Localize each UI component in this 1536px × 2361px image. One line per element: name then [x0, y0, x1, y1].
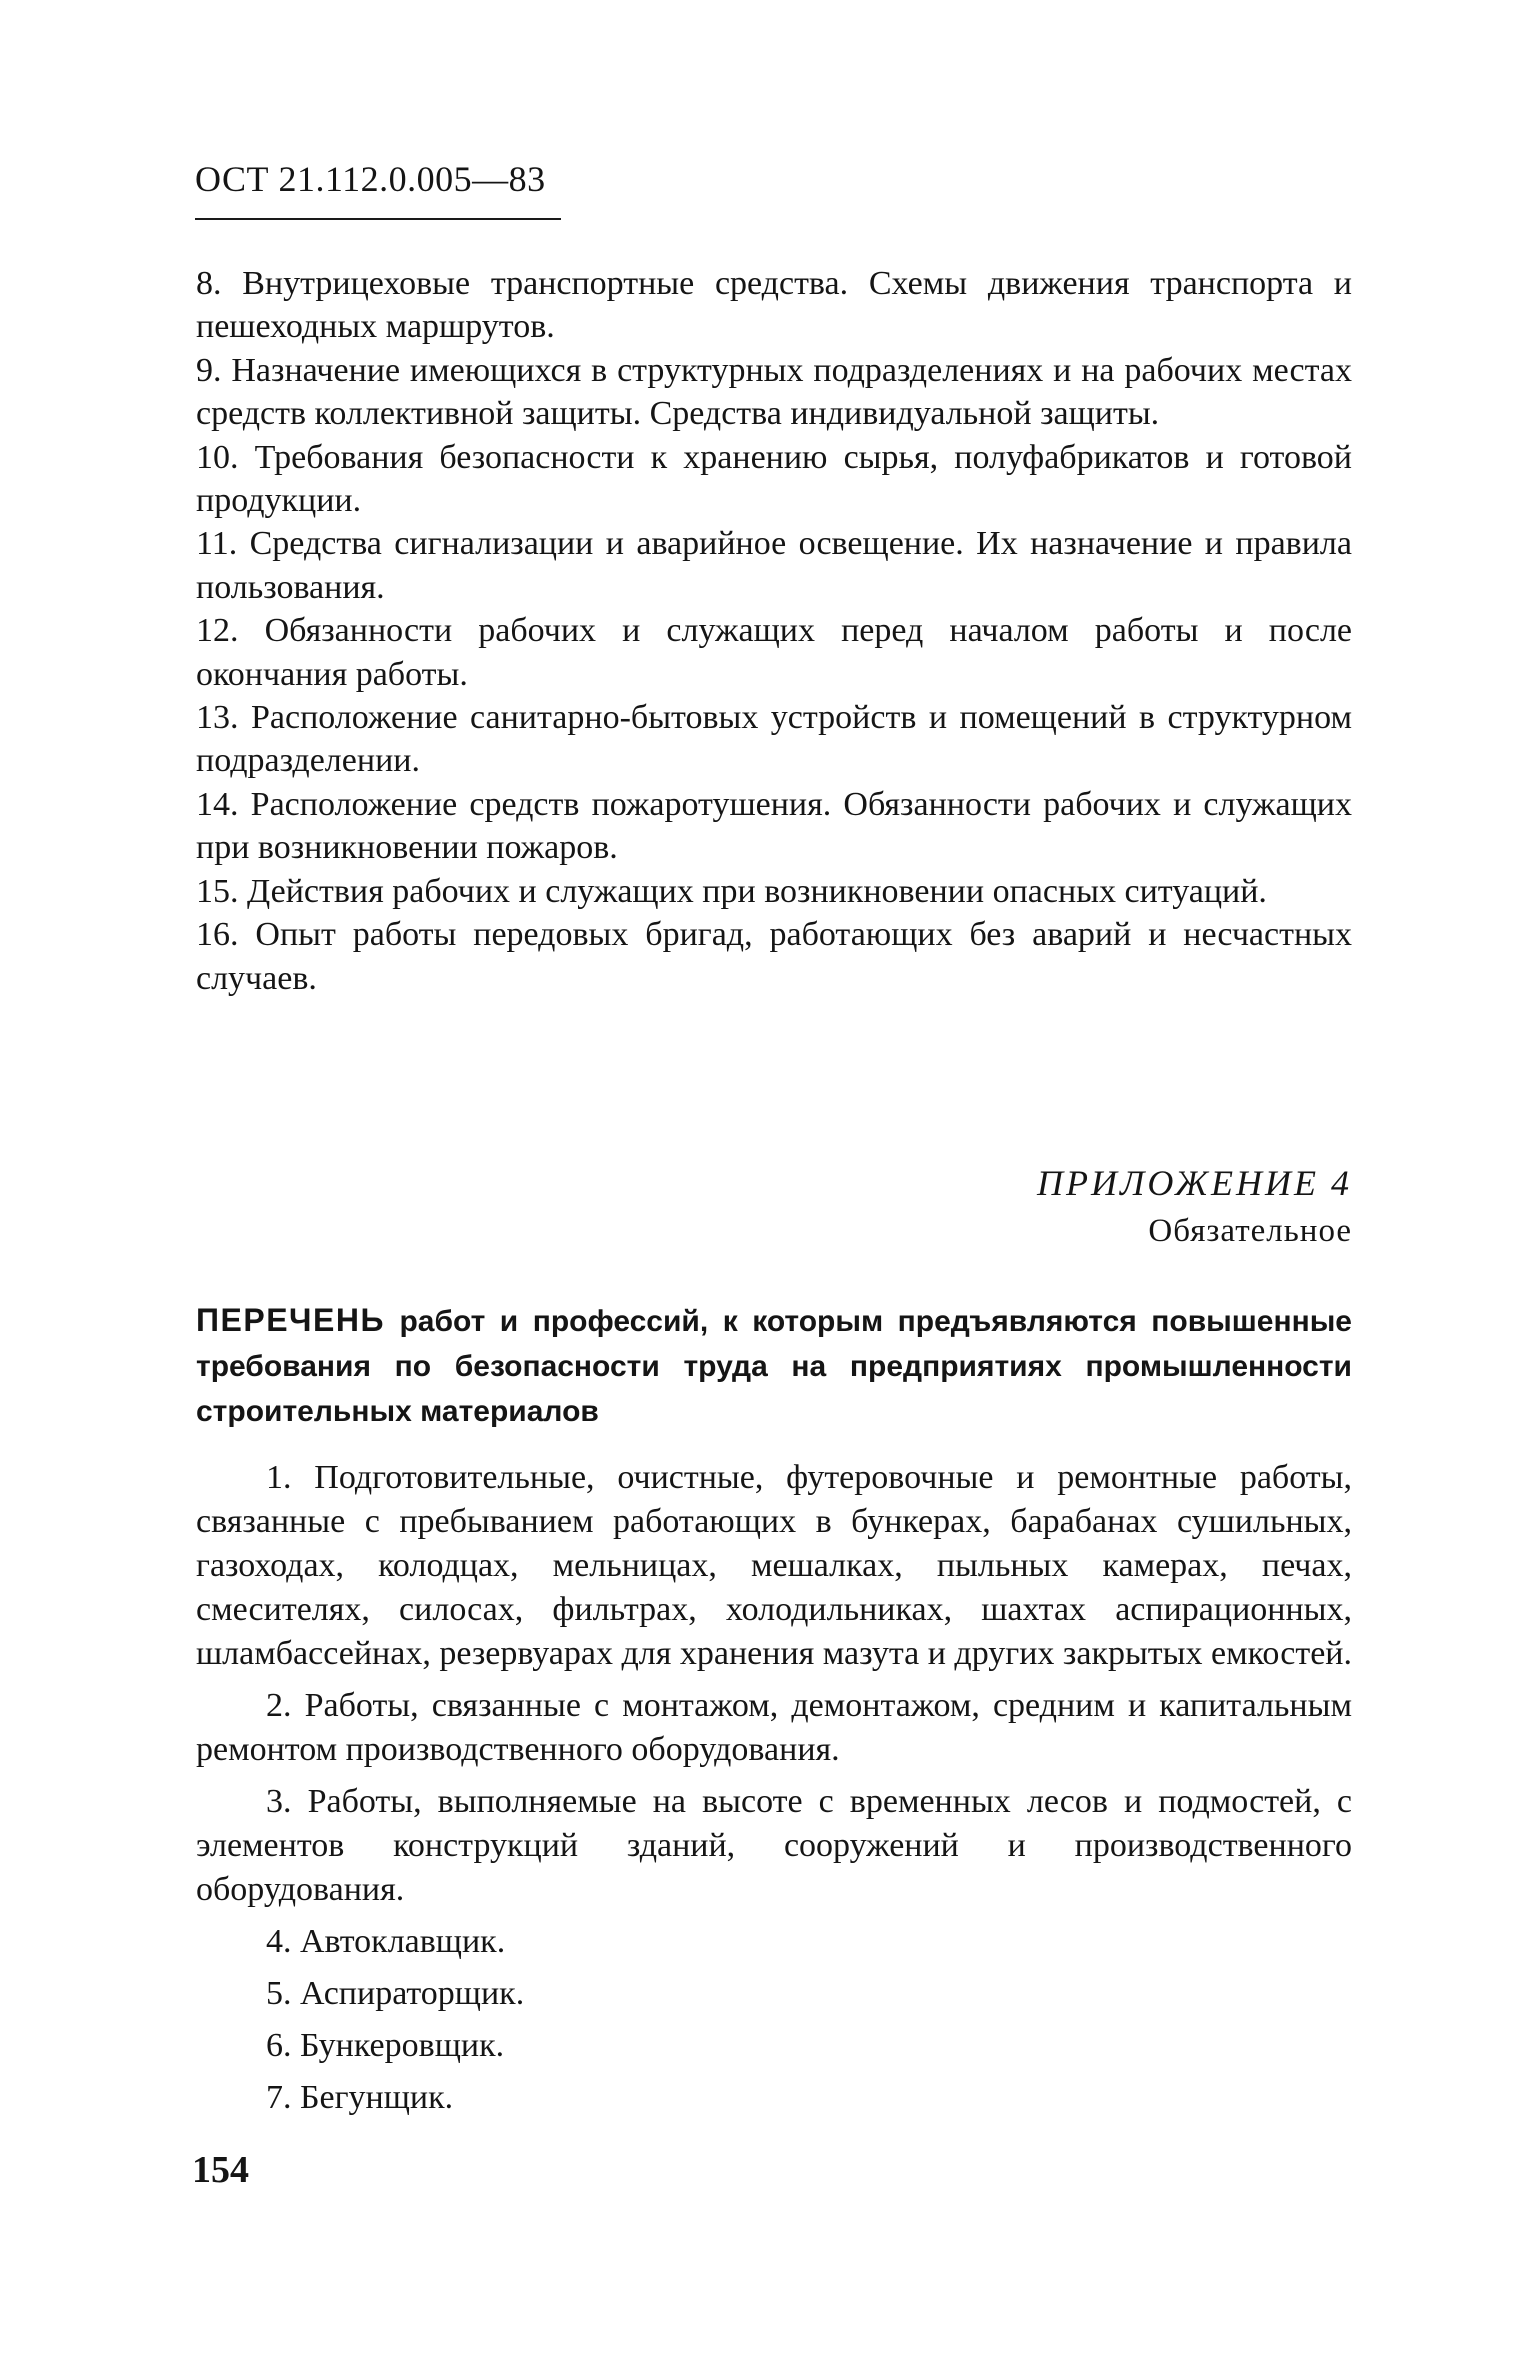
- list-item: 9. Назначение имеющихся в структурных подразделениях и на рабочих местах средств коллективной защиты. Средства индивидуальной защиты.: [196, 351, 1352, 433]
- professions-list: [196, 1456, 1352, 2120]
- list-item: 4. Автоклавщик.: [266, 1923, 506, 1960]
- appendix-label: ПРИЛОЖЕНИЕ 4: [1037, 1163, 1352, 1203]
- list-item: 12. Обязанности рабочих и служащих перед началом работы и после окончания работы.: [196, 612, 1352, 693]
- list-item: 3. Работы, выполняемые на высоте с временных лесов и подмостей, с элементов конструкций зданий, сооружений и производственного оборудования.: [196, 1783, 1352, 1908]
- requirements-list: [196, 262, 1352, 1000]
- list-title-lead: ПЕРЕЧЕНЬ: [196, 1302, 385, 1338]
- list-item: 6. Бункеровщик.: [266, 2027, 505, 2064]
- list-item: 8. Внутрицеховые транспортные средства. Схемы движения транспорта и пешеходных маршрутов.: [196, 265, 1352, 346]
- list-item: 5. Аспираторщик.: [266, 1975, 525, 2012]
- list-item: 16. Опыт работы передовых бригад, работающих без аварий и несчастных случаев.: [196, 916, 1352, 997]
- list-title-text: работ и профессий, к которым предъявляются повышенные требования по безопасности труда на предприятиях промышленности строительных материалов: [196, 1305, 1352, 1428]
- list-item: 11. Средства сигнализации и аварийное освещение. Их назначение и правила пользования.: [196, 525, 1352, 606]
- header-rule: [195, 218, 561, 220]
- list-item: 2. Работы, связанные с монтажом, демонтажом, средним и капитальным ремонтом производственного оборудования.: [196, 1687, 1352, 1768]
- list-item: 15. Действия рабочих и служащих при возникновении опасных ситуаций.: [196, 872, 1267, 910]
- list-item: 13. Расположение санитарно-бытовых устройств и помещений в структурном подразделении.: [196, 699, 1352, 780]
- list-title: [196, 1298, 1352, 1434]
- list-item: 14. Расположение средств пожаротушения. Обязанности рабочих и служащих при возникновении пожаров.: [196, 785, 1352, 867]
- page-number: 154: [192, 2149, 249, 2191]
- list-item: 10. Требования безопасности к хранению сырья, полуфабрикатов и готовой продукции.: [196, 438, 1352, 520]
- document-code: ОСТ 21.112.0.005—83: [195, 159, 546, 199]
- appendix-status: Обязательное: [1148, 1213, 1352, 1249]
- list-item: 7. Бегунщик.: [266, 2079, 454, 2116]
- list-item: 1. Подготовительные, очистные, футеровочные и ремонтные работы, связанные с пребыванием работающих в бункерах, барабанах сушильных, газоходах, колодцах, мельницах, мешалках, пыльных камерах, печах, смесителях, силосах, фильтрах, холодильниках, шахтах аспирационных, шламбассейнах, резервуарах для хранения мазута и других закрытых емкостей.: [196, 1459, 1352, 1672]
